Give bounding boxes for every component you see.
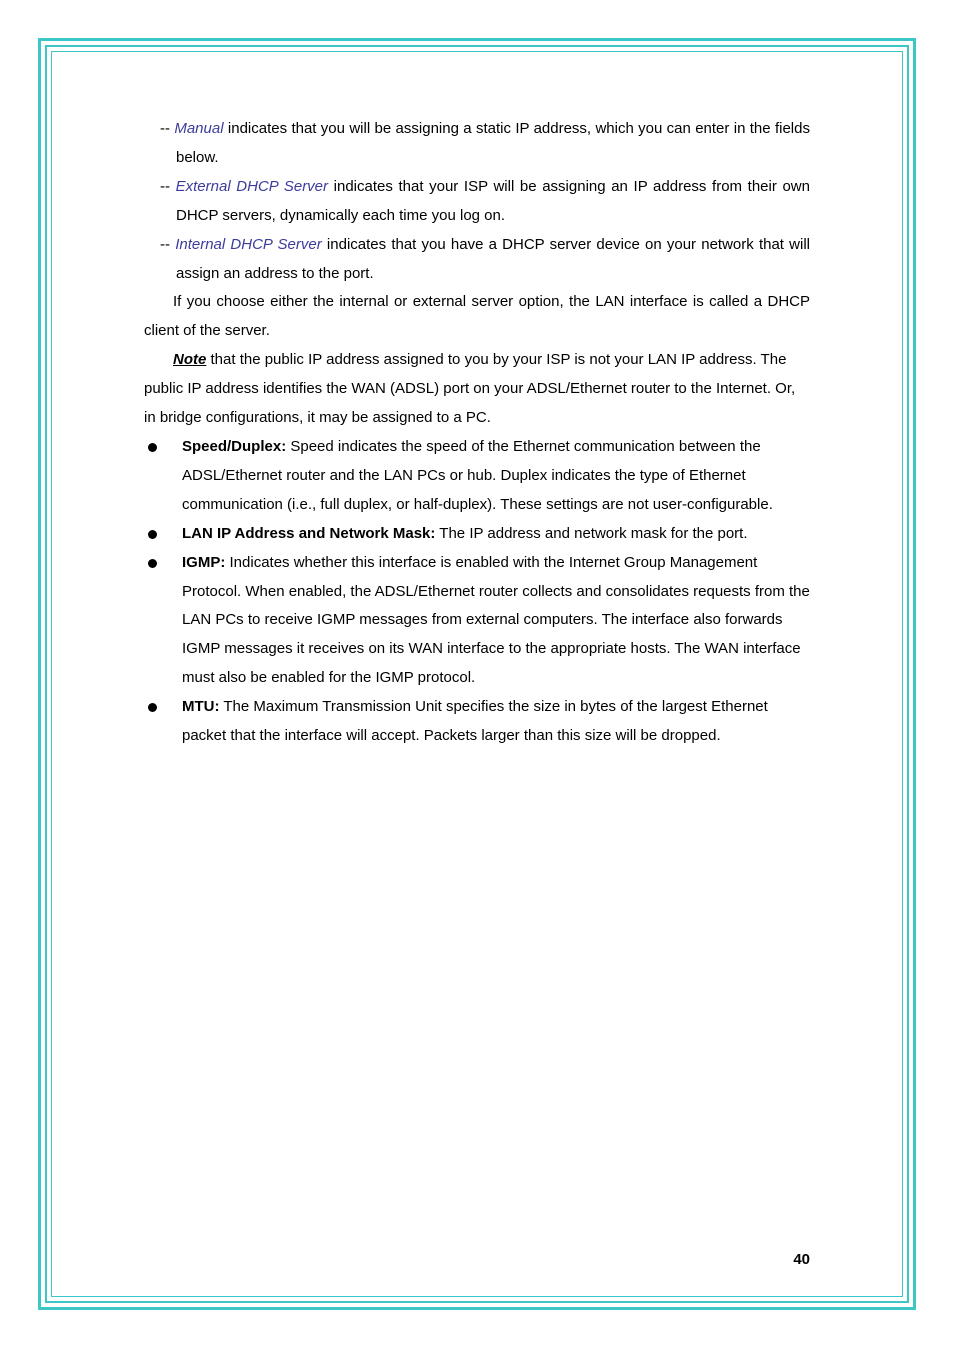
option-description-external-dhcp: indicates that your ISP will be assigning an IP address from their own DHCP servers, dynamically each time you log on. xyxy=(176,177,810,224)
bullet-text-mtu: The Maximum Transmission Unit specifies the size in bytes of the largest Ethernet packet that the interface will accept. Packets larger than this size will be dropped. xyxy=(182,698,768,745)
dash-prefix: -- xyxy=(160,177,176,195)
option-term-internal-dhcp: Internal DHCP Server xyxy=(175,235,322,253)
bullet-dot-icon xyxy=(148,559,157,568)
option-term-external-dhcp: External DHCP Server xyxy=(175,177,329,195)
note-paragraph xyxy=(144,346,810,433)
bullet-term-igmp: IGMP: xyxy=(182,553,226,571)
bullet-speed-duplex xyxy=(144,433,810,520)
note-label: Note xyxy=(173,351,207,369)
bullet-term-lan-ip: LAN IP Address and Network Mask: xyxy=(182,524,436,542)
option-manual xyxy=(144,115,810,173)
bullet-term-speed-duplex: Speed/Duplex: xyxy=(182,437,287,455)
option-internal-dhcp xyxy=(144,231,810,289)
bullet-lan-ip xyxy=(144,520,810,549)
bullet-mtu xyxy=(144,693,810,751)
dash-prefix: -- xyxy=(160,235,176,253)
bullet-text-speed-duplex: Speed indicates the speed of the Ethernet communication between the ADSL/Ethernet router and the LAN PCs or hub. Duplex indicates the type of Ethernet communication (i.e., full duplex, or half-duplex). These settings are not user-configurable. xyxy=(182,437,773,513)
page-number: 40 xyxy=(793,1251,810,1268)
paragraph-dhcp-client: If you choose either the internal or external server option, the LAN interface is called a DHCP client of the server. xyxy=(144,293,810,340)
bullet-igmp xyxy=(144,549,810,694)
bullet-dot-icon xyxy=(148,530,157,539)
note-text: that the public IP address assigned to you by your ISP is not your LAN IP address. The public IP address identifies the WAN (ADSL) port on your ADSL/Ethernet router to the Internet. Or, in bridge configurations, it may be assigned to a PC. xyxy=(144,351,796,427)
option-description-internal-dhcp: indicates that you have a DHCP server device on your network that will assign an address to the port. xyxy=(176,235,810,282)
option-term-manual: Manual xyxy=(174,120,224,137)
bullet-dot-icon xyxy=(148,703,157,712)
option-external-dhcp xyxy=(144,173,810,231)
option-description-manual: indicates that you will be assigning a static IP address, which you can enter in the fields below. xyxy=(176,120,810,166)
page-content xyxy=(144,115,810,751)
bullet-text-lan-ip: The IP address and network mask for the port. xyxy=(435,524,748,542)
dash-prefix: -- xyxy=(160,120,175,137)
bullet-text-igmp: Indicates whether this interface is enabled with the Internet Group Management Protocol. When enabled, the ADSL/Ethernet router collects and consolidates requests from the LAN PCs to receive IGMP messages from external computers. The interface also forwards IGMP messages it receives on its WAN interface to the appropriate hosts. The WAN interface must also be enabled for the IGMP protocol. xyxy=(182,553,810,687)
bullet-term-mtu: MTU: xyxy=(182,698,220,716)
bullet-dot-icon xyxy=(148,443,157,452)
